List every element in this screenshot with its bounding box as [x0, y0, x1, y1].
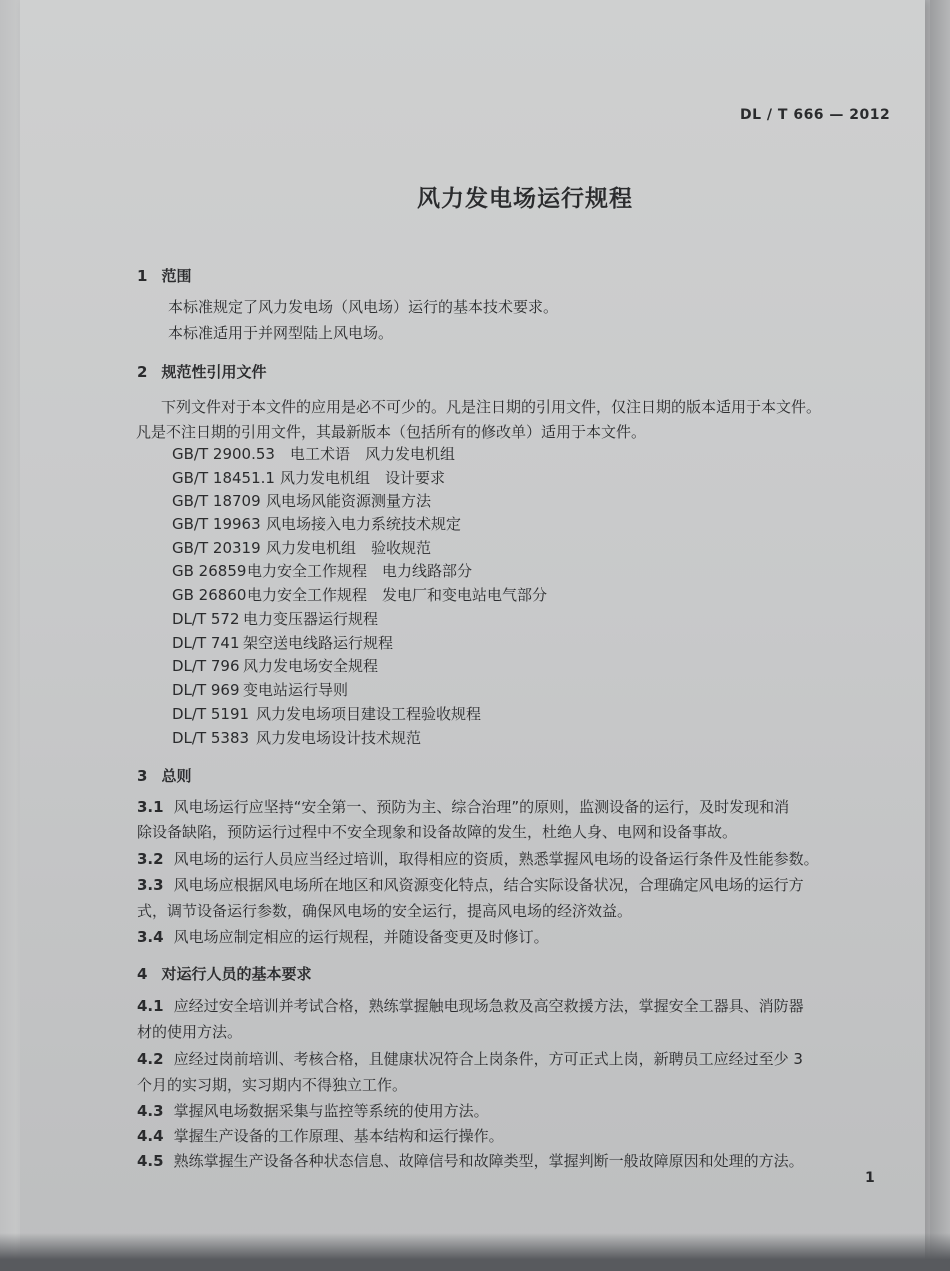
paragraph-line: 本标准适用于并网型陆上风电场。: [168, 324, 394, 342]
page-edge-right: [930, 0, 950, 1271]
clause-number: 4.2: [137, 1050, 164, 1068]
reference-title: 风力发电场设计技术规范: [256, 729, 422, 747]
section-heading: [137, 765, 191, 786]
reference-item: GB/T 18451.1 风力发电机组 设计要求: [172, 469, 446, 487]
page-edge-bottom: [0, 1233, 950, 1271]
section-heading: [137, 265, 191, 286]
clause-text: 熟练掌握生产设备各种状态信息、故障信号和故障类型，掌握判断一般故障原因和处理的方法。: [173, 1152, 804, 1170]
clause-number: 3.2: [137, 850, 164, 868]
reference-item: GB 26860电力安全工作规程 发电厂和变电站电气部分: [172, 586, 548, 604]
reference-item: DL/T 969 变电站运行导则: [172, 681, 349, 699]
clause-text: 应经过安全培训并考试合格，熟练掌握触电现场急救及高空救援方法，掌握安全工器具、消防器: [173, 997, 804, 1015]
clause-text: 风电场的运行人员应当经过培训，取得相应的资质，熟悉掌握风电场的设备运行条件及性能参数。: [173, 850, 819, 868]
clause-text: 掌握风电场数据采集与监控等系统的使用方法。: [173, 1102, 489, 1120]
document-code: DL / T 666 — 2012: [740, 107, 891, 123]
reference-item: GB/T 19963 风电场接入电力系统技术规定: [172, 515, 462, 533]
clause: [137, 927, 549, 947]
section-number: 1: [137, 267, 148, 285]
reference-item: GB/T 2900.53 电工术语 风力发电机组: [172, 445, 456, 463]
clause-number: 4.3: [137, 1102, 164, 1120]
paragraph-line: 本标准规定了风力发电场（风电场）运行的基本技术要求。: [168, 298, 559, 316]
section-title: 对运行人员的基本要求: [161, 965, 312, 983]
clause: [137, 797, 789, 817]
reference-item: DL/T 741 架空送电线路运行规程: [172, 634, 394, 652]
reference-item: GB 26859电力安全工作规程 电力线路部分: [172, 562, 473, 580]
reference-title: 变电站运行导则: [243, 681, 349, 699]
paragraph-line: 下列文件对于本文件的应用是必不可少的。凡是注日期的引用文件，仅注日期的版本适用于本文件。: [161, 398, 822, 416]
clause-number: 3.3: [137, 876, 164, 894]
reference-title: 风力发电机组 设计要求: [280, 469, 446, 487]
clause-text: 应经过岗前培训、考核合格，且健康状况符合上岗条件，方可正式上岗，新聘员工应经过至少 3: [173, 1050, 803, 1068]
clause: [137, 1126, 504, 1146]
section-heading: [137, 963, 311, 984]
clause-text: 风电场应根据风电场所在地区和风资源变化特点，结合实际设备状况，合理确定风电场的运行方: [173, 876, 804, 894]
clause: [137, 1151, 804, 1171]
reference-title: 风电场风能资源测量方法: [266, 492, 432, 510]
clause-continuation: 式，调节设备运行参数，确保风电场的安全运行，提高风电场的经济效益。: [137, 902, 633, 920]
page-title: 风力发电场运行规程: [417, 186, 633, 212]
section-title: 总则: [161, 767, 192, 785]
clause-continuation: 除设备缺陷，预防运行过程中不安全现象和设备故障的发生，杜绝人身、电网和设备事故。: [137, 823, 738, 841]
reference-title: 风力发电场项目建设工程验收规程: [256, 705, 482, 723]
clause-text: 风电场运行应坚持“安全第一、预防为主、综合治理”的原则，监测设备的运行，及时发现和消: [173, 798, 790, 816]
reference-item: DL/T 5383 风力发电场设计技术规范: [172, 729, 422, 747]
section-number: 3: [137, 767, 148, 785]
section-heading: [137, 361, 266, 382]
section-number: 2: [137, 363, 148, 381]
section-title: 规范性引用文件: [161, 363, 267, 381]
clause-number: 4.1: [137, 997, 164, 1015]
reference-title: 电工术语 风力发电机组: [290, 445, 456, 463]
reference-item: GB/T 18709 风电场风能资源测量方法: [172, 492, 432, 510]
document-page: [20, 0, 925, 1271]
reference-title: 电力安全工作规程 电力线路部分: [247, 562, 473, 580]
clause-number: 3.4: [137, 928, 164, 946]
reference-title: 架空送电线路运行规程: [243, 634, 394, 652]
reference-title: 电力变压器运行规程: [243, 610, 379, 628]
clause-number: 4.5: [137, 1152, 164, 1170]
clause-continuation: 材的使用方法。: [137, 1023, 243, 1041]
reference-item: DL/T 796 风力发电场安全规程: [172, 657, 379, 675]
clause-text: 风电场应制定相应的运行规程，并随设备变更及时修订。: [173, 928, 549, 946]
reference-item: DL/T 5191 风力发电场项目建设工程验收规程: [172, 705, 482, 723]
clause: [137, 996, 804, 1016]
clause: [137, 1101, 489, 1121]
paragraph-line: 凡是不注日期的引用文件，其最新版本（包括所有的修改单）适用于本文件。: [136, 423, 647, 441]
section-title: 范围: [161, 267, 192, 285]
reference-item: DL/T 572 电力变压器运行规程: [172, 610, 379, 628]
clause-number: 4.4: [137, 1127, 164, 1145]
reference-title: 风力发电机组 验收规范: [266, 539, 432, 557]
reference-title: 风电场接入电力系统技术规定: [266, 515, 462, 533]
clause-continuation: 个月的实习期，实习期内不得独立工作。: [137, 1076, 408, 1094]
clause: [137, 875, 804, 895]
section-number: 4: [137, 965, 148, 983]
clause: [137, 1049, 803, 1069]
page-number: 1: [865, 1170, 875, 1186]
reference-item: GB/T 20319 风力发电机组 验收规范: [172, 539, 432, 557]
reference-title: 风力发电场安全规程: [243, 657, 379, 675]
clause-number: 3.1: [137, 798, 164, 816]
reference-title: 电力安全工作规程 发电厂和变电站电气部分: [247, 586, 548, 604]
clause: [137, 849, 819, 869]
clause-text: 掌握生产设备的工作原理、基本结构和运行操作。: [173, 1127, 504, 1145]
